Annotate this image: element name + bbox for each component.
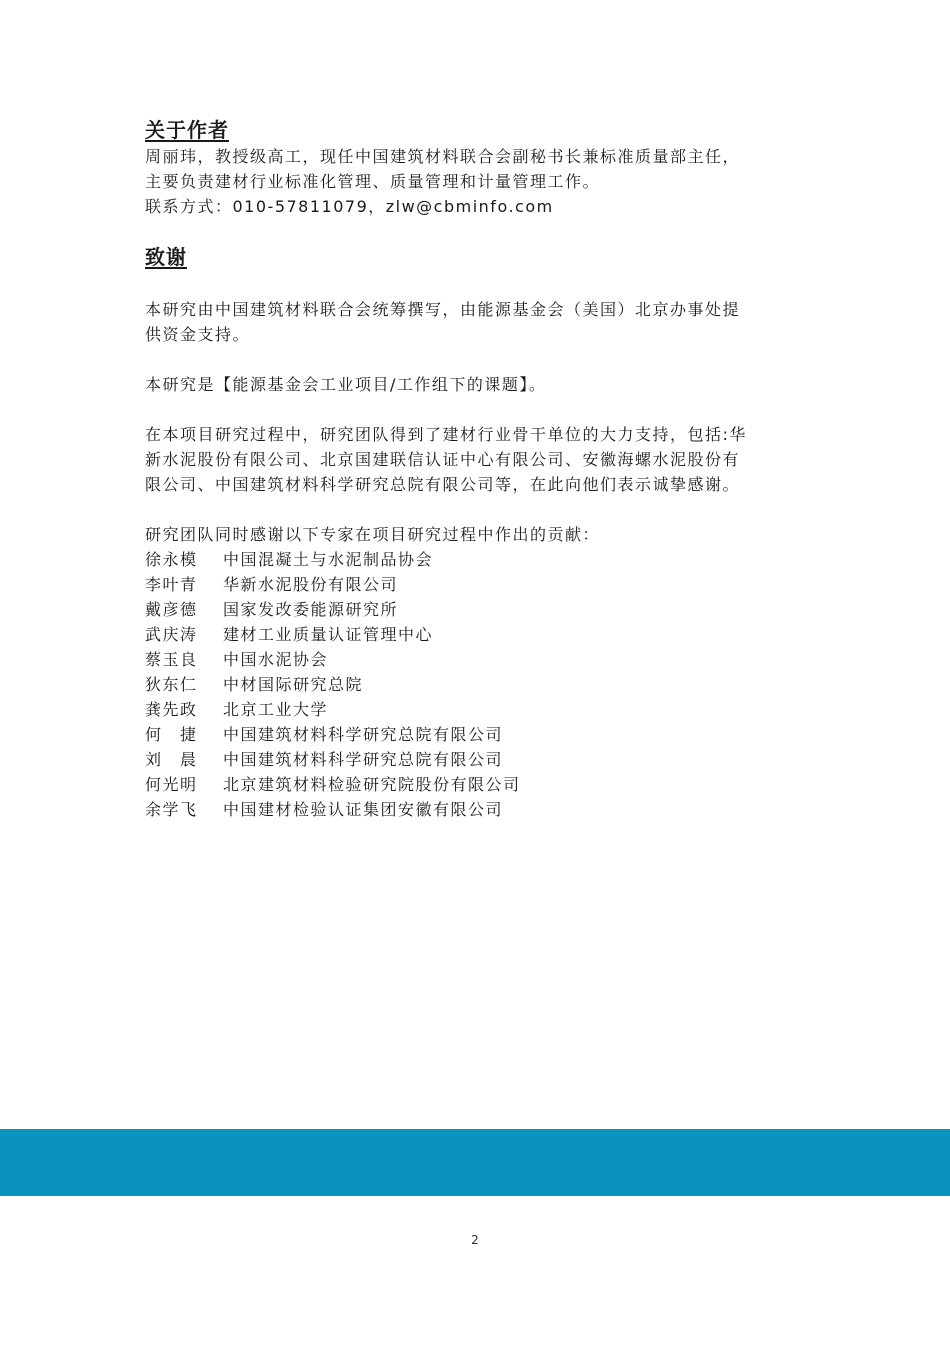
expert-row [145,747,815,772]
about-author-body [145,144,815,219]
expert-organization: 中国建筑材料科学研究总院有限公司 [223,725,504,744]
expert-row [145,647,815,672]
expert-row [145,547,815,572]
page-number: 2 [471,1233,479,1247]
support-paragraph [145,422,815,497]
expert-organization: 中国水泥协会 [223,650,329,669]
paragraph-line: 新水泥股份有限公司、北京国建联信认证中心有限公司、安徽海螺水泥股份有 [145,450,741,469]
expert-row [145,622,815,647]
expert-organization: 华新水泥股份有限公司 [223,575,399,594]
expert-organization: 中国建筑材料科学研究总院有限公司 [223,750,504,769]
experts-section [145,522,815,822]
experts-intro: 研究团队同时感谢以下专家在项目研究过程中作出的贡献： [145,525,601,544]
expert-name: 徐永模 [145,550,198,569]
page-content [145,116,815,822]
funding-paragraph [145,297,815,347]
about-author-line: 周丽玮，教授级高工，现任中国建筑材料联合会副秘书长兼标准质量部主任， [145,147,741,166]
expert-name: 龚先政 [145,700,198,719]
expert-name: 戴彦德 [145,600,198,619]
expert-row [145,697,815,722]
paragraph-line: 限公司、中国建筑材料科学研究总院有限公司等，在此向他们表示诚挚感谢。 [145,475,741,494]
expert-row [145,672,815,697]
expert-row [145,772,815,797]
expert-organization: 建材工业质量认证管理中心 [223,625,434,644]
paragraph-line: 在本项目研究过程中，研究团队得到了建材行业骨干单位的大力支持，包括:华 [145,425,747,444]
expert-organization: 国家发改委能源研究所 [223,600,399,619]
expert-name: 武庆涛 [145,625,198,644]
expert-row [145,722,815,747]
expert-name: 余学飞 [145,800,198,819]
expert-organization: 中材国际研究总院 [223,675,364,694]
expert-row [145,572,815,597]
expert-organization: 北京建筑材料检验研究院股份有限公司 [223,775,521,794]
expert-name: 何 捷 [145,725,198,744]
expert-row [145,597,815,622]
expert-organization: 中国建材检验认证集团安徽有限公司 [223,800,504,819]
expert-organization: 中国混凝土与水泥制品协会 [223,550,434,569]
expert-name: 狄东仁 [145,675,198,694]
acknowledgement-heading: 致谢 [145,245,187,269]
footer-color-band [0,1129,950,1196]
expert-name: 何光明 [145,775,198,794]
author-contact: 联系方式：010-57811079，zlw@cbminfo.com [145,197,554,216]
expert-name: 蔡玉良 [145,650,198,669]
paragraph-line: 本研究由中国建筑材料联合会统筹撰写，由能源基金会（美国）北京办事处提 [145,300,741,319]
expert-organization: 北京工业大学 [223,700,329,719]
expert-list [145,547,815,822]
expert-row [145,797,815,822]
expert-name: 刘 晨 [145,750,198,769]
paragraph-line: 供资金支持。 [145,325,251,344]
expert-name: 李叶青 [145,575,198,594]
paragraph-line: 本研究是【能源基金会工业项目/工作组下的课题】。 [145,375,547,394]
about-author-line: 主要负责建材行业标准化管理、质量管理和计量管理工作。 [145,172,601,191]
project-paragraph [145,372,815,397]
about-author-heading: 关于作者 [145,118,229,142]
